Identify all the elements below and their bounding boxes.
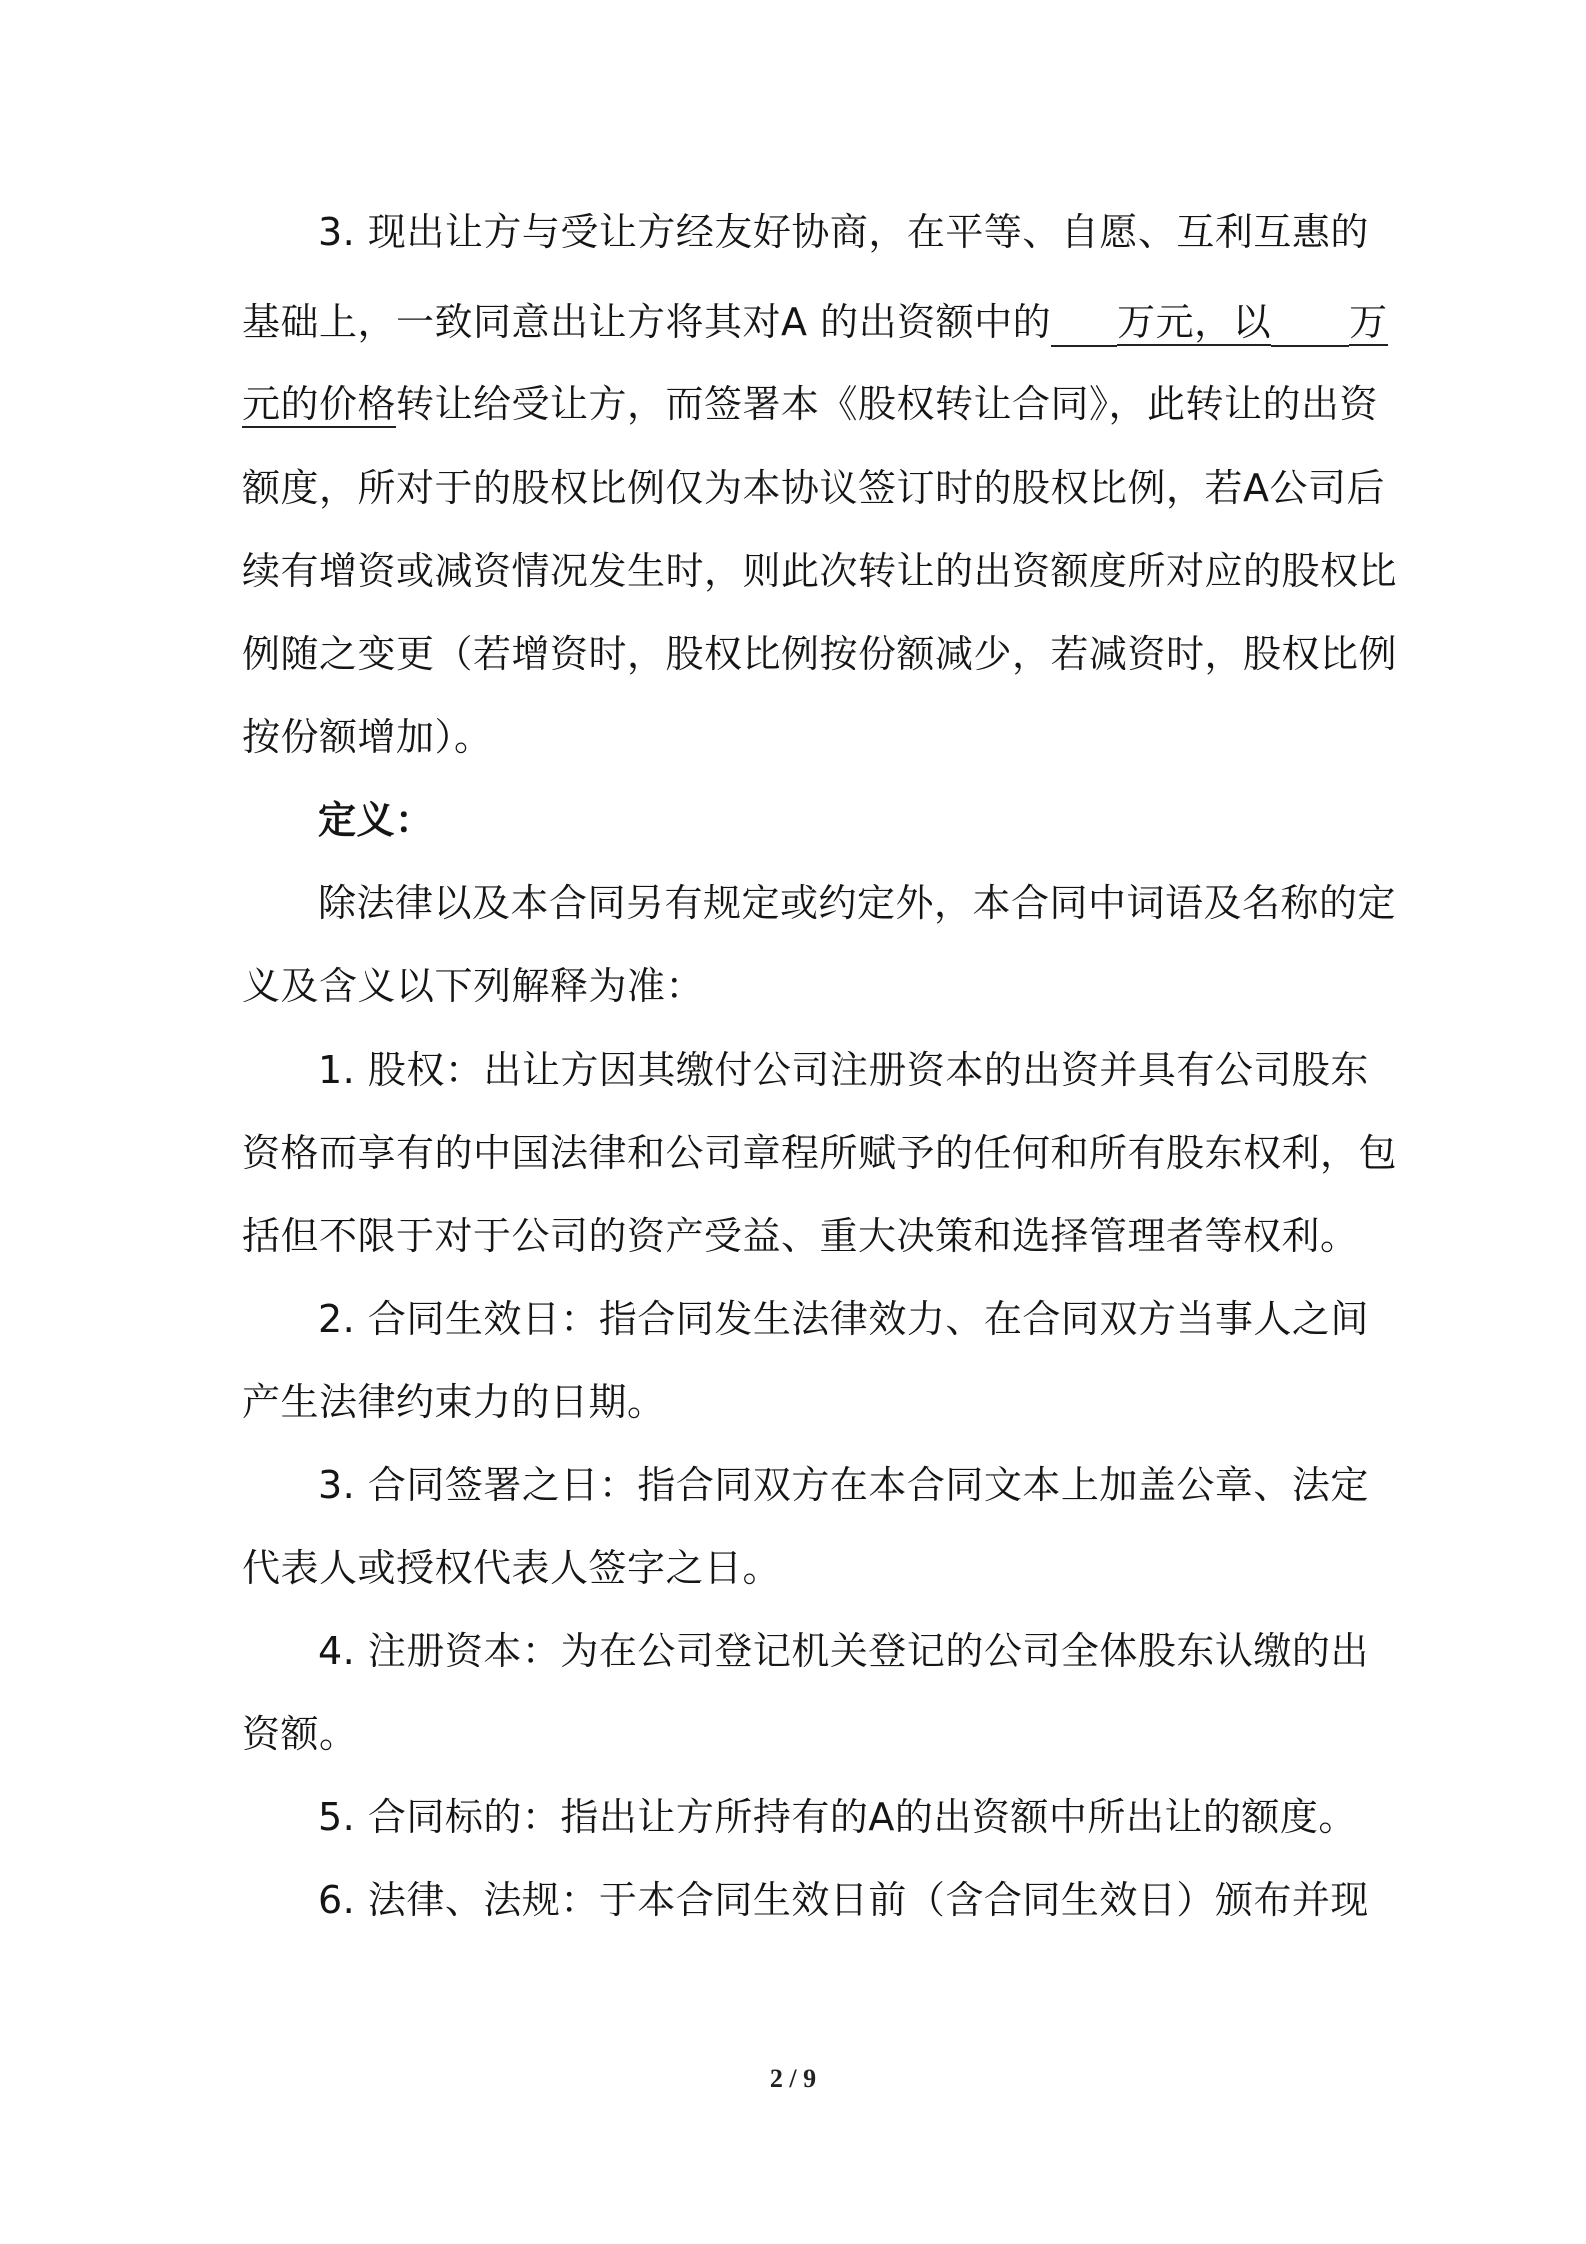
definition-1-line-2: 资格而享有的中国法律和公司章程所赋予的任何和所有股东权利，包 — [242, 1131, 1398, 1175]
clause-3-unit-tail: 万 — [1349, 300, 1388, 344]
clause-3-line-2 — [242, 298, 1388, 347]
definition-2-line-1: 2. 合同生效日：指合同发生法律效力、在合同双方当事人之间 — [318, 1297, 1369, 1341]
definition-3-line-2: 代表人或授权代表人签字之日。 — [242, 1546, 782, 1590]
definition-4-line-1: 4. 注册资本：为在公司登记机关登记的公司全体股东认缴的出 — [318, 1629, 1369, 1673]
definition-6-line-1: 6. 法律、法规：于本合同生效日前（含合同生效日）颁布并现 — [318, 1878, 1369, 1922]
amount-blank — [1051, 301, 1117, 347]
clause-3-line-5: 续有增资或减资情况发生时，则此次转让的出资额度所对应的股权比 — [242, 549, 1398, 593]
page-number: 2 / 9 — [769, 2064, 817, 2093]
clause-3-line-1: 3. 现出让方与受让方经友好协商，在平等、自愿、互利互惠的 — [318, 210, 1369, 254]
definitions-intro-line-2: 义及含义以下列解释为准： — [242, 964, 705, 1008]
definition-4-line-2: 资额。 — [242, 1712, 358, 1756]
price-underlined-text: 元的价格 — [242, 382, 397, 426]
definition-2-line-2: 产生法律约束力的日期。 — [242, 1380, 666, 1424]
definitions-intro-line-1: 除法律以及本合同另有规定或约定外，本合同中词语及名称的定 — [318, 881, 1397, 925]
clause-3-line-2-text: 基础上，一致同意出让方将其对A 的出资额中的 — [242, 300, 1052, 344]
definition-3-line-1: 3. 合同签署之日：指合同双方在本合同文本上加盖公章、法定 — [318, 1463, 1369, 1507]
clause-3-line-6: 例随之变更（若增资时，股权比例按份额减少，若减资时，股权比例 — [242, 632, 1398, 676]
clause-3-line-7: 按份额增加）。 — [242, 715, 493, 759]
clause-3-line-3 — [242, 380, 1378, 428]
clause-3-unit-text: 万元，以 — [1117, 300, 1272, 344]
clause-3-line-3-text: 转让给受让方，而签署本《股权转让合同》，此转让的出资 — [396, 382, 1379, 426]
clause-3-line-4: 额度，所对于的股权比例仅为本协议签订时的股权比例，若A公司后 — [242, 466, 1385, 510]
definition-1-line-1: 1. 股权：出让方因其缴付公司注册资本的出资并具有公司股东 — [318, 1048, 1369, 1092]
definition-5-line-1: 5. 合同标的：指出让方所持有的A的出资额中所出让的额度。 — [318, 1795, 1357, 1839]
definition-1-line-3: 括但不限于对于公司的资产受益、重大决策和选择管理者等权利。 — [242, 1214, 1359, 1258]
definitions-heading: 定义： — [318, 798, 434, 842]
price-blank — [1271, 301, 1349, 347]
